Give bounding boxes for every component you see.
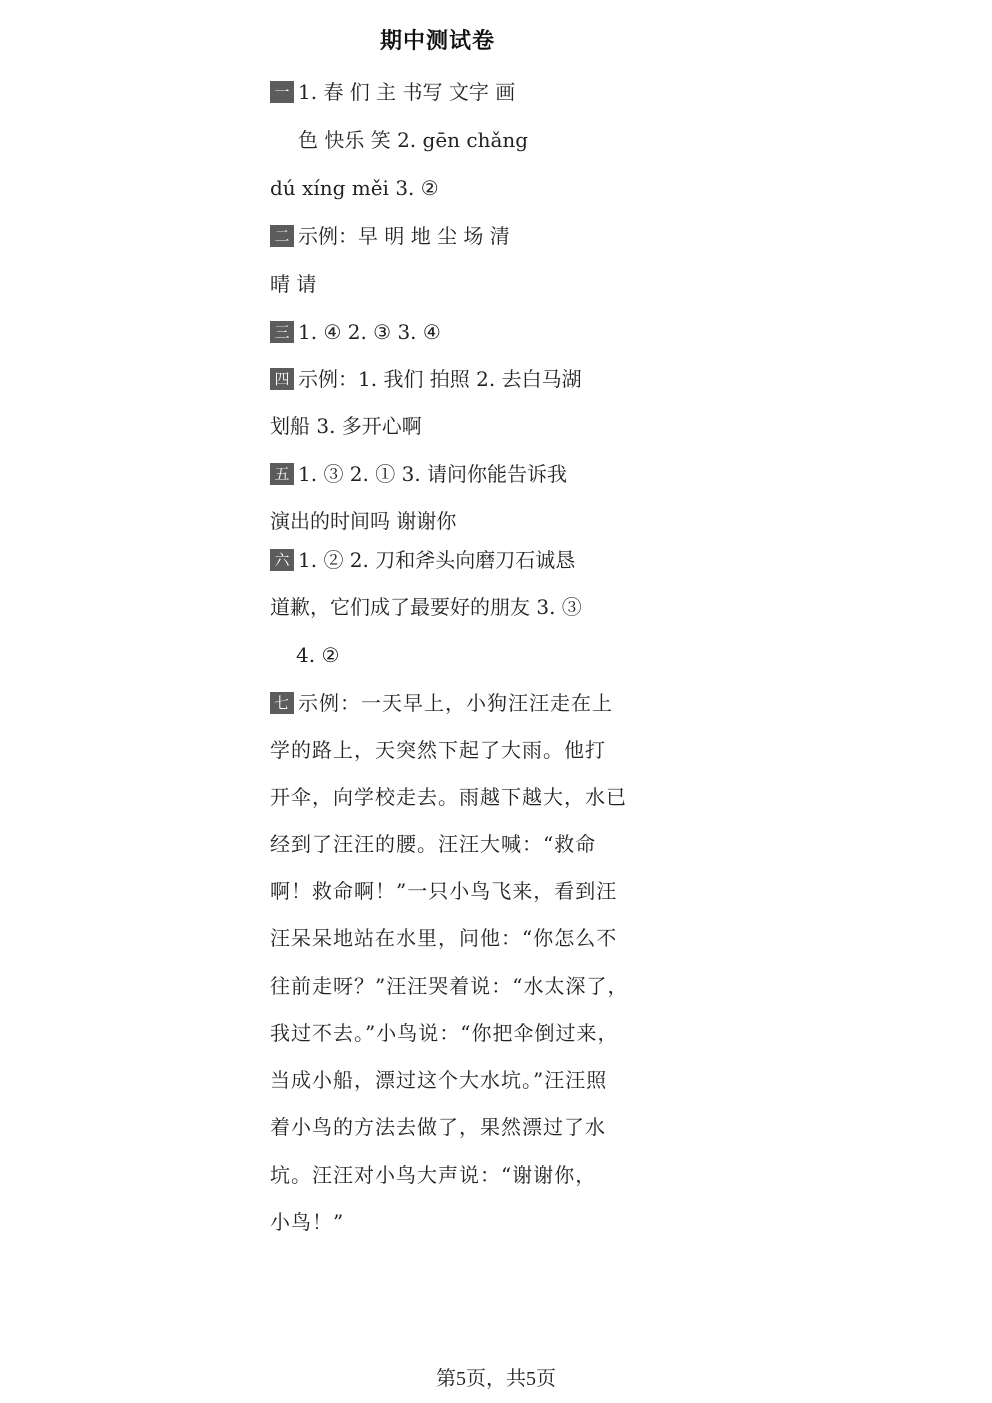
section-7-line-11: 坑。汪汪对小鸟大声说：“谢谢你，	[270, 1163, 597, 1187]
section-5-line-1: 五 1. ③ 2. ① 3. 请问你能告诉我	[270, 460, 670, 488]
section-badge: 六	[270, 549, 294, 571]
section-7-line-6: 汪呆呆地站在水里，问他：“你怎么不	[270, 926, 618, 950]
section-2-line-2: 晴 请	[270, 272, 317, 296]
section-2-line-1: 二 示例：早 明 地 尘 场 清	[270, 222, 670, 250]
section-1-line-1: 一 1. 春 们 主 书写 文字 画	[270, 78, 670, 106]
section-7-line-10: 着小鸟的方法去做了，果然漂过了水	[270, 1115, 606, 1139]
section-3-line-1: 三 1. ④ 2. ③ 3. ④	[270, 318, 670, 346]
page-footer: 第5页，共5页	[436, 1368, 556, 1390]
section-1-line-2: 色 快乐 笑 2. gēn chǎng	[298, 128, 529, 152]
section-7-line-12: 小鸟！”	[270, 1210, 345, 1234]
section-4-line-2: 划船 3. 多开心啊	[270, 414, 422, 438]
page-title: 期中测试卷	[380, 29, 496, 54]
section-7-line-8: 我过不去。”小鸟说：“你把伞倒过来，	[270, 1021, 619, 1045]
section-6-line-1: 六 1. ② 2. 刀和斧头向磨刀石诚恳	[270, 546, 670, 574]
section-6-line-2: 道歉，它们成了最要好的朋友 3. ③	[270, 595, 582, 619]
section-badge: 七	[270, 692, 294, 714]
section-badge: 三	[270, 321, 294, 343]
section-7-line-9: 当成小船，漂过这个大水坑。”汪汪照	[270, 1068, 608, 1092]
section-5-line-2: 演出的时间吗 谢谢你	[270, 509, 457, 533]
section-7-line-4: 经到了汪汪的腰。汪汪大喊：“救命	[270, 832, 597, 856]
section-7-line-2: 学的路上，天突然下起了大雨。他打	[270, 738, 606, 762]
section-badge: 二	[270, 225, 294, 247]
section-6-line-3: 4. ②	[296, 643, 340, 667]
section-7-line-3: 开伞，向学校走去。雨越下越大，水已	[270, 785, 627, 809]
section-7-line-7: 往前走呀？”汪汪哭着说：“水太深了，	[270, 974, 629, 998]
section-badge: 一	[270, 81, 294, 103]
section-7-line-1: 七 示例：一天早上，小狗汪汪走在上	[270, 689, 670, 717]
section-7-line-5: 啊！救命啊！”一只小鸟飞来，看到汪	[270, 879, 618, 903]
section-badge: 五	[270, 463, 294, 485]
section-badge: 四	[270, 368, 294, 390]
section-1-line-3: dú xíng měi 3. ②	[270, 176, 439, 200]
section-4-line-1: 四 示例：1. 我们 拍照 2. 去白马湖	[270, 365, 670, 393]
